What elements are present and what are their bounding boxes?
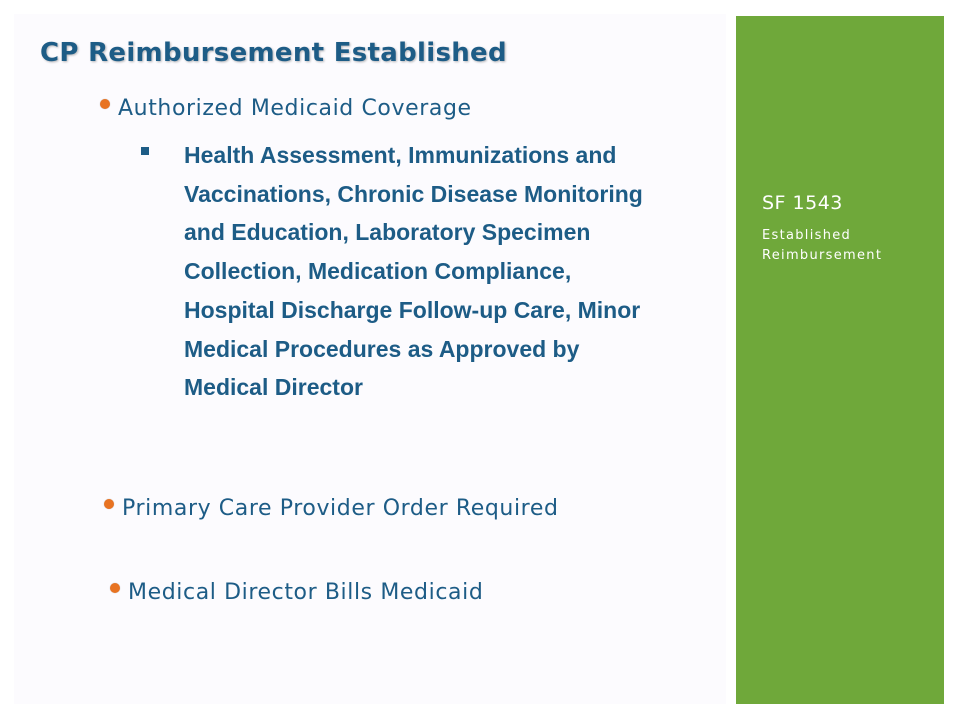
square-bullet-icon (141, 147, 149, 155)
slide-title: CP Reimbursement Established (40, 38, 507, 68)
sidebar-subtitle: Established Reimbursement (762, 228, 883, 263)
bullet-text: Medical Director Bills Medicaid (128, 580, 484, 605)
bullet-item-pcp-order (104, 492, 584, 526)
orange-bullet-icon (110, 583, 120, 593)
bullet-text: Authorized Medicaid Coverage (118, 96, 472, 121)
sub-bullet-covered-services: Health Assessment, Immunizations and Vaccinations, Chronic Disease Monitoring and Education, Laboratory Specimen Collection, Medication Compliance, Hospital Discharge Follow-up Care, Minor Medical Procedures as Approved by Medical Director (184, 142, 643, 401)
bullet-item-medical-director-bills (110, 576, 483, 610)
orange-bullet-icon (100, 99, 110, 109)
bullet-item-authorized-coverage (100, 92, 472, 126)
bullet-text: Primary Care Provider Order Required (122, 496, 559, 521)
orange-bullet-icon (104, 499, 114, 509)
sidebar-panel (736, 16, 944, 704)
sidebar-title: SF 1543 (762, 192, 843, 214)
